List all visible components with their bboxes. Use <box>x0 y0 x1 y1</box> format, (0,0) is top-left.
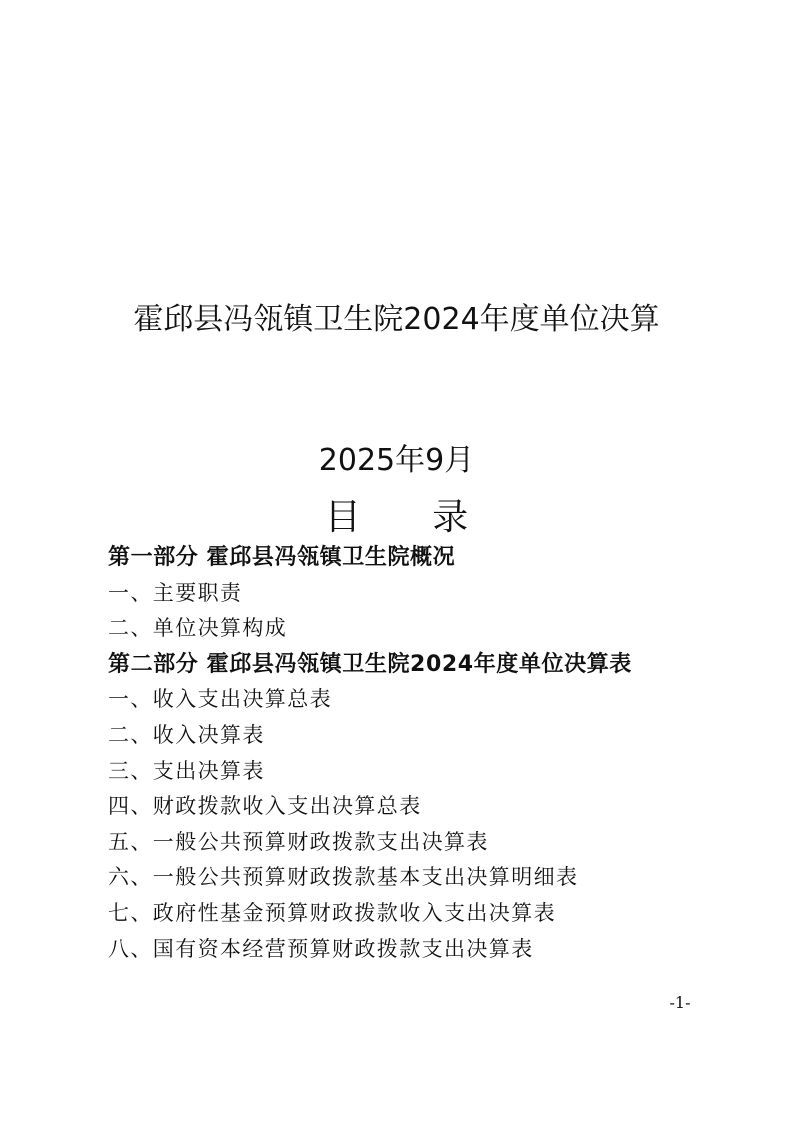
toc-part-1: 第一部分 霍邱县冯瓴镇卫生院概况 <box>108 545 456 570</box>
toc-item: 一、主要职责 <box>108 580 243 605</box>
toc-item: 四、财政拨款收入支出决算总表 <box>108 794 422 819</box>
toc-heading: 目 录 <box>324 497 499 538</box>
toc-item: 六、一般公共预算财政拨款基本支出决算明细表 <box>108 865 579 890</box>
toc-item: 七、政府性基金预算财政拨款收入支出决算表 <box>108 900 556 925</box>
document-title: 霍邱县冯瓴镇卫生院2024年度单位决算 <box>133 302 660 337</box>
table-of-contents <box>108 540 728 967</box>
toc-item: 五、一般公共预算财政拨款支出决算表 <box>108 829 489 854</box>
toc-item: 八、国有资本经营预算财政拨款支出决算表 <box>108 936 534 961</box>
toc-item: 二、单位决算构成 <box>108 616 288 641</box>
page-number: -1- <box>669 993 691 1012</box>
toc-item: 二、收入决算表 <box>108 722 265 747</box>
toc-item: 一、收入支出决算总表 <box>108 687 332 712</box>
toc-item: 三、支出决算表 <box>108 758 265 783</box>
toc-part-2: 第二部分 霍邱县冯瓴镇卫生院2024年度单位决算表 <box>108 651 632 677</box>
document-date: 2025年9月 <box>318 443 475 478</box>
